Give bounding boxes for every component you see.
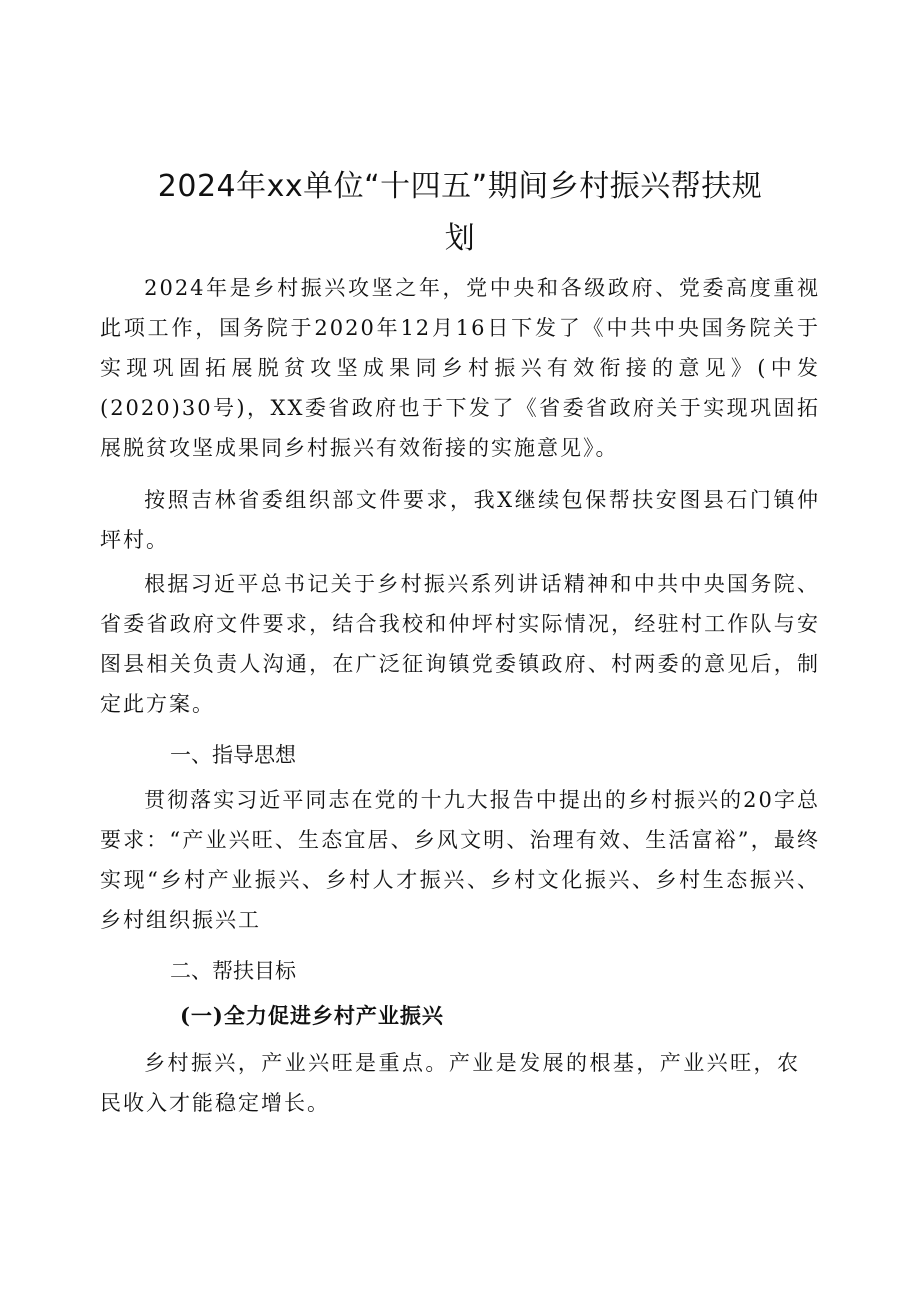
paragraph-industry: 乡村振兴，产业兴旺是重点。产业是发展的根基，产业兴旺，农民收入才能稳定增长。 [100, 1051, 800, 1115]
paragraph-basis: 根据习近平总书记关于乡村振兴系列讲话精神和中共中央国务院、省委省政府文件要求，结合我校和仲坪村实际情况，经驻村工作队与安图县相关负责人沟通，在广泛征询镇党委镇政府、村两委的意见后，制定此方案。 [100, 572, 820, 716]
section-heading-assistance-goals: 二、帮扶目标 [170, 959, 296, 983]
section-heading-guiding-ideology: 一、指导思想 [170, 743, 296, 767]
paragraph-assignment: 按照吉林省委组织部文件要求，我X继续包保帮扶安图县石门镇仲坪村。 [100, 488, 820, 552]
subsection-heading-industry: (一)全力促进乡村产业振兴 [180, 1003, 444, 1028]
paragraph-background: 2024年是乡村振兴攻坚之年，党中央和各级政府、党委高度重视此项工作，国务院于2020年12月16日下发了《中共中央国务院关于实现巩固拓展脱贫攻坚成果同乡村振兴有效衔接的意见》(中发(2020)30号)，XX委省政府也于下发了《省委省政府关于实现巩固拓展脱贫攻坚成果同乡村振兴有效衔接的实施意见》。 [100, 276, 820, 460]
document-title-line1: 2024年xx单位“十四五”期间乡村振兴帮扶规 [157, 169, 763, 204]
document-title-line2: 划 [444, 221, 476, 256]
paragraph-guiding-ideology: 贯彻落实习近平同志在党的十九大报告中提出的乡村振兴的20字总要求：“产业兴旺、生态宜居、乡风文明、治理有效、生活富裕”，最终实现“乡村产业振兴、乡村人才振兴、乡村文化振兴、乡村生态振兴、乡村组织振兴工 [100, 788, 820, 932]
